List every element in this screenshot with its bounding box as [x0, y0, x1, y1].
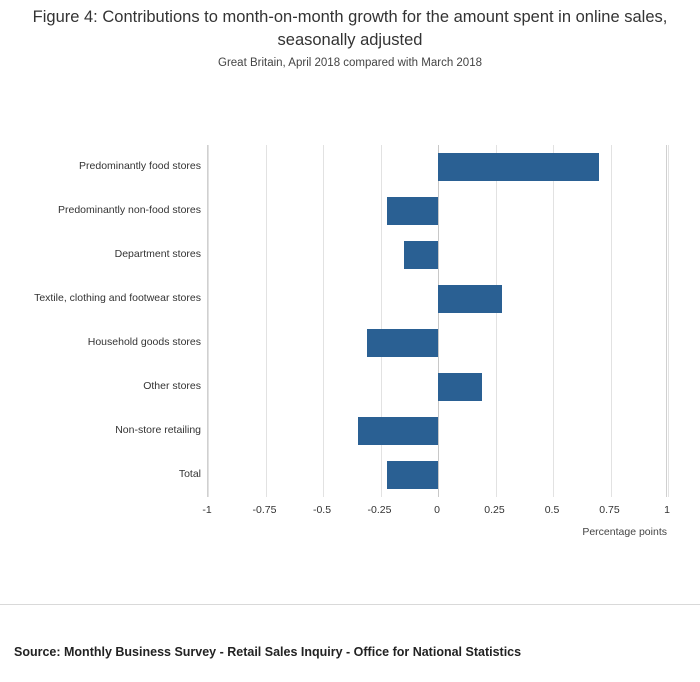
bar-row	[208, 145, 666, 189]
page-title: Figure 4: Contributions to month-on-month growth for the amount spent in online sales, seasonally adjusted	[32, 8, 668, 49]
x-tick-label: 0	[434, 504, 440, 516]
x-tick-label: 0.25	[484, 504, 505, 516]
x-tick-label: 0.5	[544, 504, 560, 516]
x-tick-label: 1	[664, 504, 670, 516]
bar-row	[208, 365, 666, 409]
category-label: Non-store retailing	[115, 424, 201, 436]
plot-area	[207, 145, 667, 497]
bar[interactable]	[438, 285, 502, 313]
source-note: Source: Monthly Business Survey - Retail Sales Inquiry - Office for National Statistics	[14, 645, 522, 659]
x-tick-label: 0.75	[599, 504, 620, 516]
category-label: Other stores	[143, 380, 201, 392]
bar-row	[208, 189, 666, 233]
chart-subtitle: Great Britain, April 2018 compared with March 2018	[218, 57, 482, 69]
bar[interactable]	[367, 329, 438, 357]
gridline	[668, 145, 669, 497]
bar-series	[208, 145, 666, 497]
category-label: Predominantly food stores	[79, 160, 201, 172]
bar-row	[208, 233, 666, 277]
bar[interactable]	[387, 197, 438, 225]
category-axis-labels	[0, 145, 201, 497]
bar-row	[208, 453, 666, 497]
bar-row	[208, 277, 666, 321]
x-tick-label: -0.25	[367, 504, 392, 516]
bar[interactable]	[387, 461, 438, 489]
category-label: Textile, clothing and footwear stores	[34, 292, 201, 304]
bar-row	[208, 321, 666, 365]
x-tick-label: -0.5	[312, 504, 332, 516]
x-tick-label: -0.75	[252, 504, 277, 516]
x-tick-label: -1	[202, 504, 212, 516]
bar-row	[208, 409, 666, 453]
bar[interactable]	[358, 417, 439, 445]
category-label: Department stores	[114, 248, 201, 260]
x-axis-title: Percentage points	[582, 526, 667, 538]
bar[interactable]	[404, 241, 439, 269]
category-label: Total	[178, 468, 201, 480]
bar[interactable]	[438, 373, 482, 401]
category-label: Predominantly non-food stores	[58, 204, 201, 216]
category-label: Household goods stores	[87, 336, 201, 348]
divider	[0, 604, 700, 605]
plot-wrapper	[0, 130, 700, 538]
bar[interactable]	[438, 153, 599, 181]
